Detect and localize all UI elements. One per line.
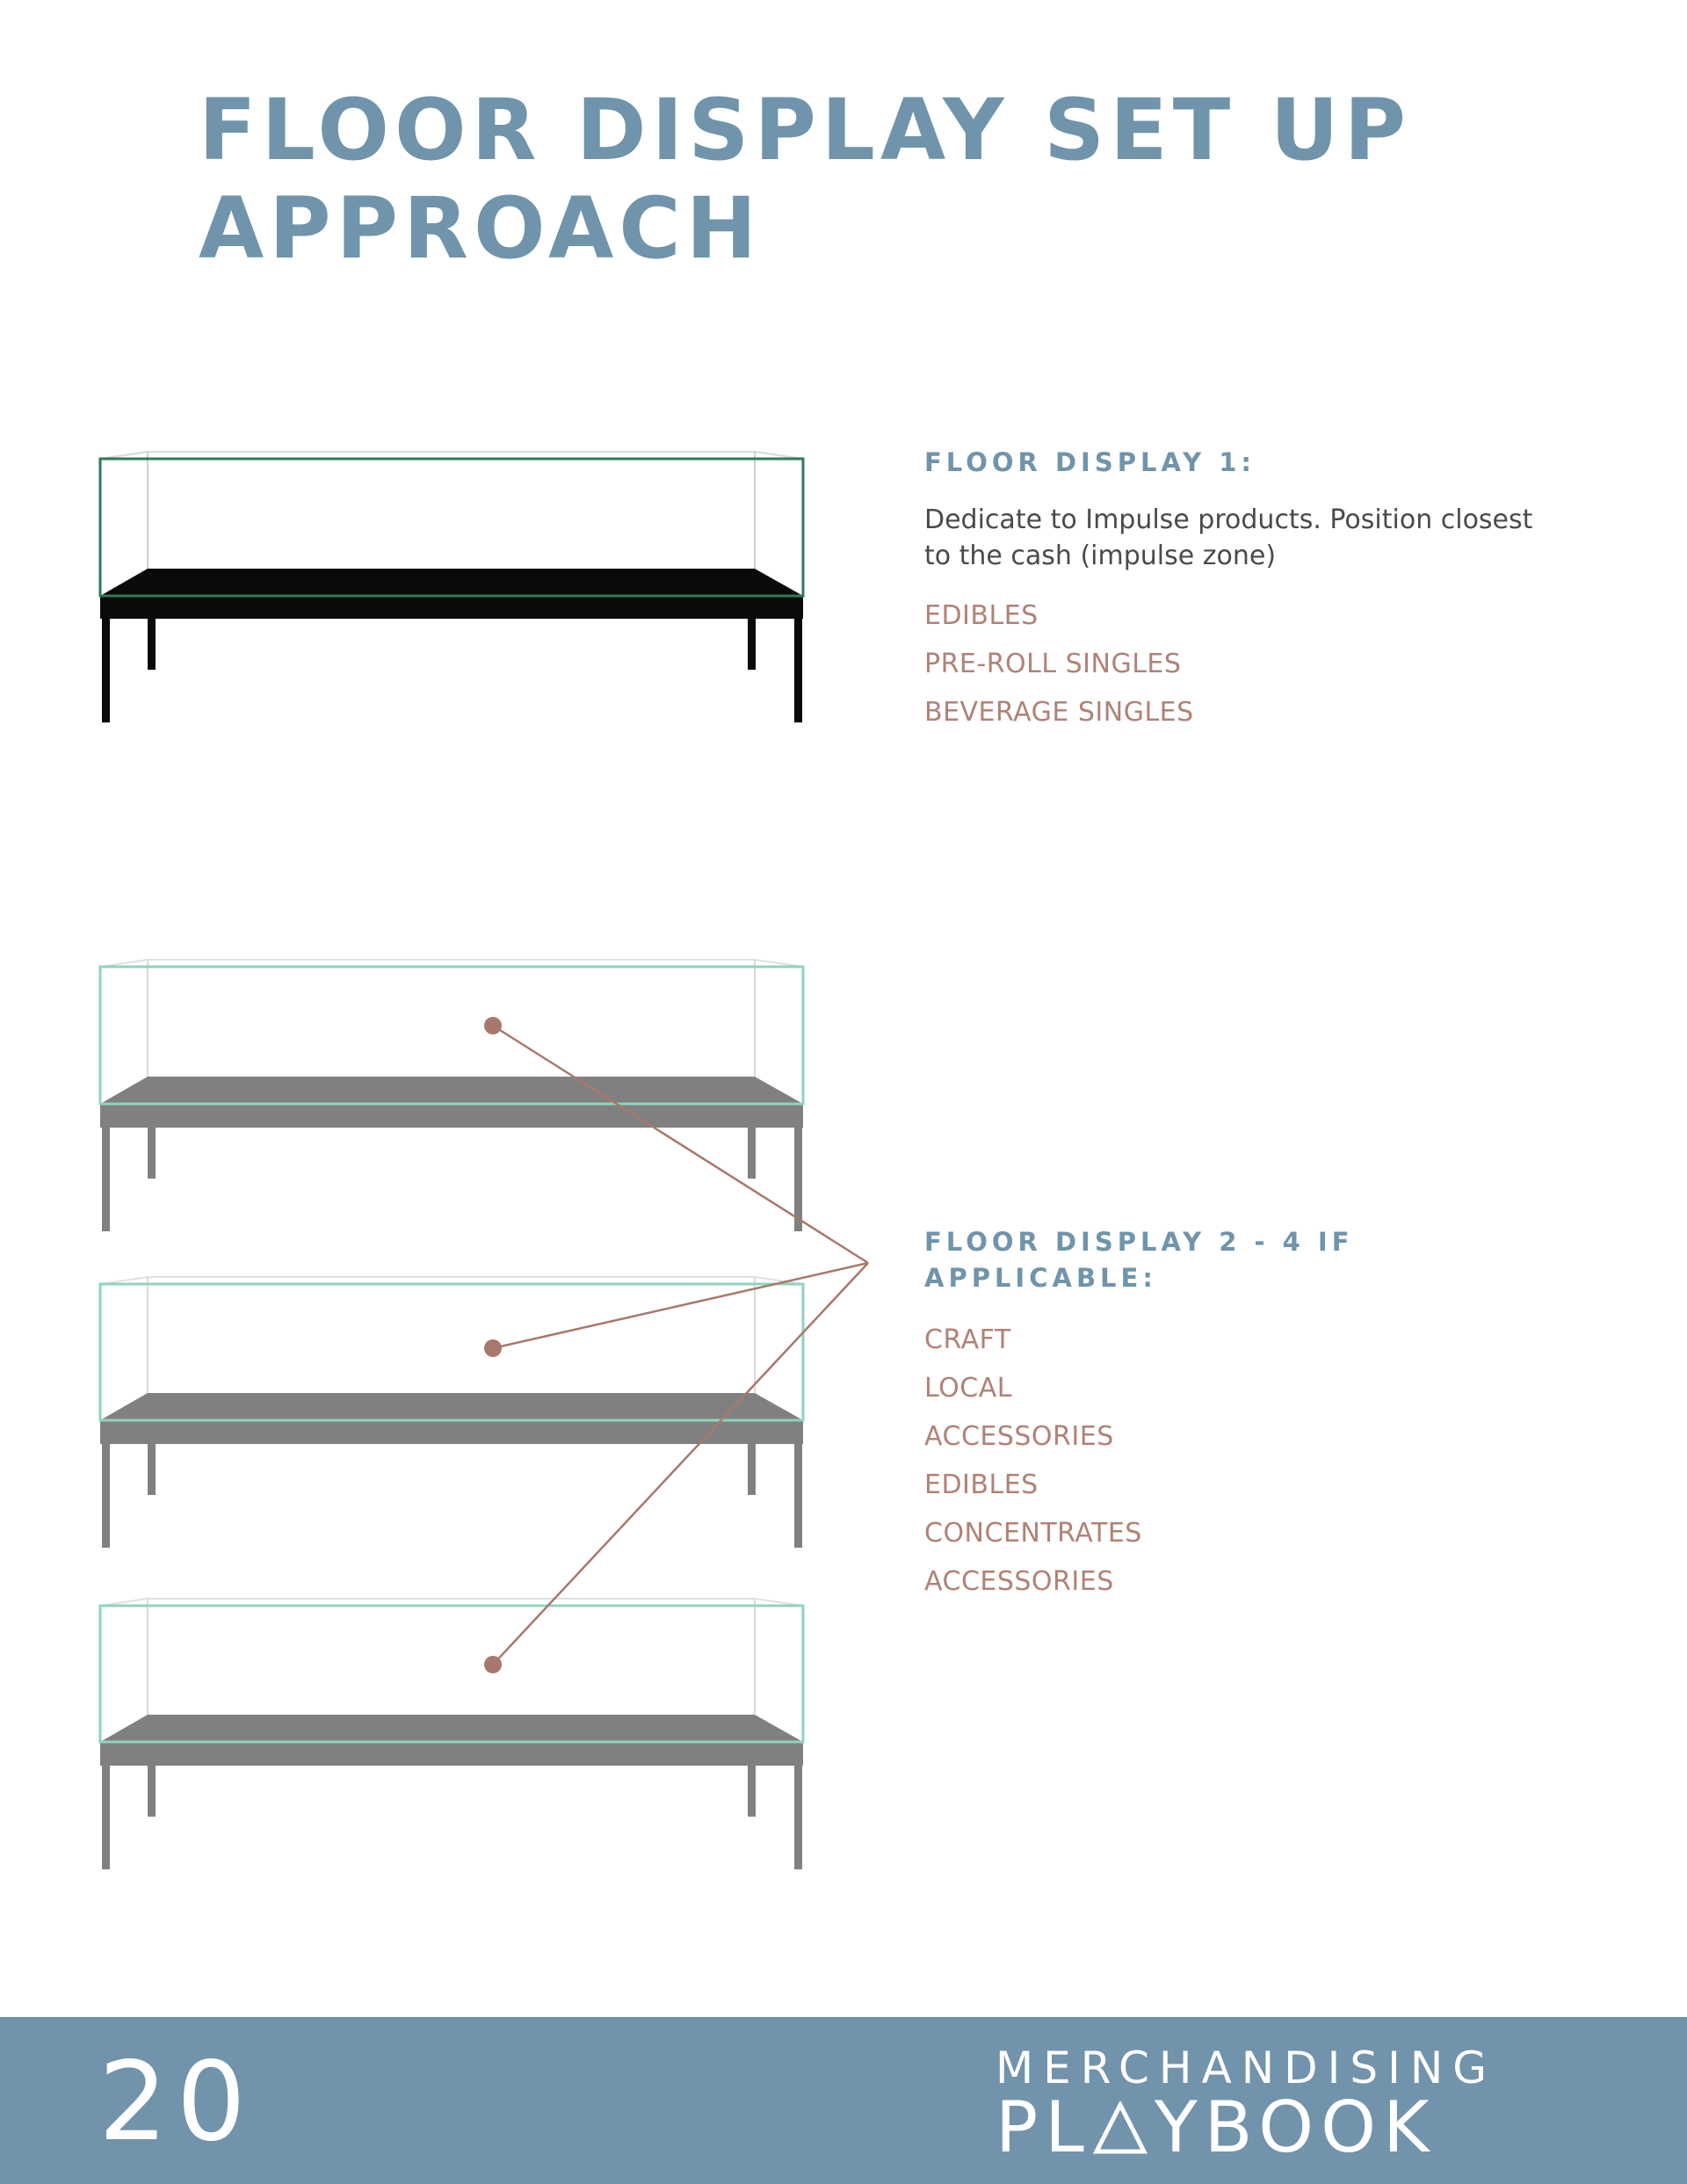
floor-display-1-items (924, 591, 1539, 736)
display-case-2 (100, 960, 803, 1231)
brand-line-1: MERCHANDISING (996, 2043, 1496, 2093)
brand-logo (996, 2043, 1505, 2168)
list-item: LOCAL (924, 1373, 1012, 1404)
brand-line-2 (996, 2086, 1505, 2168)
display-case-4 (100, 1599, 803, 1869)
list-item: EDIBLES (924, 600, 1039, 631)
list-item: CONCENTRATES (924, 1518, 1142, 1549)
brand-line-2-start: PL (996, 2086, 1091, 2168)
floor-display-1-section (924, 445, 1539, 736)
floor-display-1-heading: FLOOR DISPLAY 1: (924, 447, 1256, 477)
triangle-icon (1093, 2101, 1148, 2154)
floor-display-1-description: Dedicate to Impulse products. Position closest to the cash (impulse zone) (924, 504, 1533, 571)
floor-display-2-4-heading: FLOOR DISPLAY 2 - 4 IF APPLICABLE: (924, 1227, 1354, 1293)
list-item: ACCESSORIES (924, 1566, 1114, 1597)
page-title-line-2: APPROACH (199, 179, 763, 278)
list-item: CRAFT (924, 1324, 1011, 1355)
page-footer (0, 2017, 1687, 2184)
connector-dot-1 (484, 1017, 502, 1034)
page-number: 20 (98, 2039, 255, 2166)
floor-display-2-4-section (924, 1224, 1416, 1606)
list-item: BEVERAGE SINGLES (924, 697, 1194, 728)
brand-line-2-end: YBOOK (1154, 2086, 1437, 2168)
display-case-3 (100, 1277, 803, 1548)
connector-dot-2 (484, 1339, 502, 1357)
list-item: EDIBLES (924, 1469, 1039, 1500)
page-title-line-1: FLOOR DISPLAY SET UP (199, 81, 1411, 179)
display-case-1 (100, 452, 803, 722)
connector-dot-3 (484, 1656, 502, 1673)
list-item: ACCESSORIES (924, 1421, 1114, 1452)
floor-display-2-4-items (924, 1316, 1416, 1606)
list-item: PRE-ROLL SINGLES (924, 649, 1182, 679)
